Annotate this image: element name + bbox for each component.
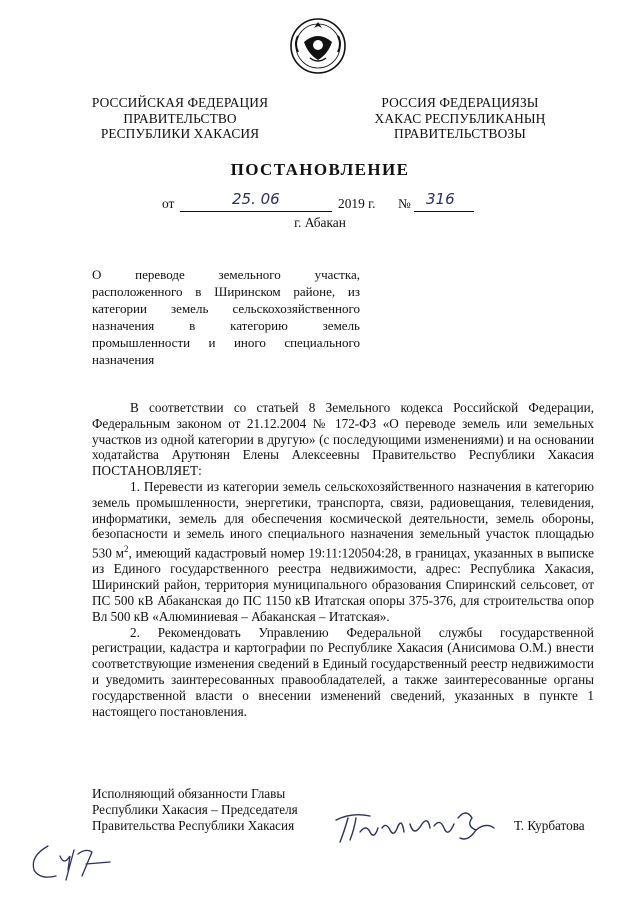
- signatory-title-line: Исполняющий обязанности Главы: [92, 786, 286, 801]
- header-left-block: [80, 95, 280, 142]
- item-1-superscript: 2: [123, 544, 129, 555]
- header-left-line: РЕСПУБЛИКИ ХАКАСИЯ: [100, 126, 260, 142]
- header-right-line: ХАКАС РЕСПУБЛИКАНЫҢ: [374, 110, 546, 126]
- document-type-title: ПОСТАНОВЛЕНИЕ: [230, 160, 410, 179]
- signatory-title-line: Республики Хакасия – Председателя: [92, 801, 298, 817]
- header-right-line: ПРАВИТЕЛЬСТВОЗЫ: [394, 126, 526, 142]
- item-1-text-b: , имеющий кадастровый номер 19:11:120504:28, в границах, указанных в выписке из Единого государственного реестра недвижимости, адрес: Республика Хакасия, Ширинский район, территория муниципального образования Спиринский сельсовет, от ПС 500 кВ Абаканская до ПС 1150 кВ Итатская опоры 375-376, для строительства опор Вл 500 кВ «Алюминиевая – Абаканская – Итатская».: [92, 545, 594, 624]
- date-handwritten: 25. 06: [232, 190, 280, 208]
- header-left-line: ПРАВИТЕЛЬСТВО: [123, 110, 237, 126]
- handwritten-initials: [26, 836, 116, 884]
- signatory-title: [92, 786, 298, 833]
- signatory-name: Т. Курбатова: [514, 818, 585, 833]
- year-text: 2019 г.: [338, 196, 376, 211]
- item-1-paragraph: [92, 479, 594, 625]
- header-left-line: РОССИЙСКАЯ ФЕДЕРАЦИЯ: [91, 95, 269, 110]
- header-right-line: РОССИЯ ФЕДЕРАЦИЯЗЫ: [381, 95, 539, 110]
- item-2-paragraph: 2. Рекомендовать Управлению Федеральной службы государственной регистрации, кадастра и картографии по Республике Хакасия (Анисимова О.М.) внести соответствующие изменения сведений в Единый государственный реестр недвижимости и уведомить заинтересованных правообладателей, а также заинтересованные органы государственной власти о внесении изменений сведений, указанных в пункте 1 настоящего постановления.: [92, 624, 594, 719]
- number-label: №: [398, 196, 411, 211]
- document-body: [92, 400, 594, 719]
- coat-of-arms-emblem: [288, 14, 348, 76]
- item-1-text-a: 1. Перевести из категории земель сельскохозяйственного назначения в категорию земель промышленности, энергетики, транспорта, связи, радиовещания, телевидения, информатики, земель для обеспечения космической деятельности, земель обороны, безопасности и земель иного специального назначения земельный участок площадью 530 м: [92, 478, 594, 561]
- handwritten-signature: [330, 798, 500, 850]
- document-subject: О переводе земельного участка, расположенного в Ширинском районе, из категории земель сельскохозяйственного назначения в категорию земель промышленности и иного специального назначения: [92, 267, 360, 367]
- preamble-paragraph: В соответствии со статьей 8 Земельного кодекса Российской Федерации, Федеральным законом от 21.12.2004 № 172-ФЗ «О переводе земель или земельных участков из одной категории в другую» (с последующими изменениями) и на основании ходатайства Арутюнян Елены Алексеевны Правительство Республики Хакасия ПОСТАНОВЛЯЕТ:: [92, 400, 594, 479]
- from-label: от: [162, 196, 175, 211]
- city-label: г. Абакан: [294, 215, 346, 230]
- signatory-title-line: Правительства Республики Хакасия: [92, 817, 295, 833]
- header-right-block: [360, 95, 560, 142]
- number-handwritten: 316: [426, 190, 455, 208]
